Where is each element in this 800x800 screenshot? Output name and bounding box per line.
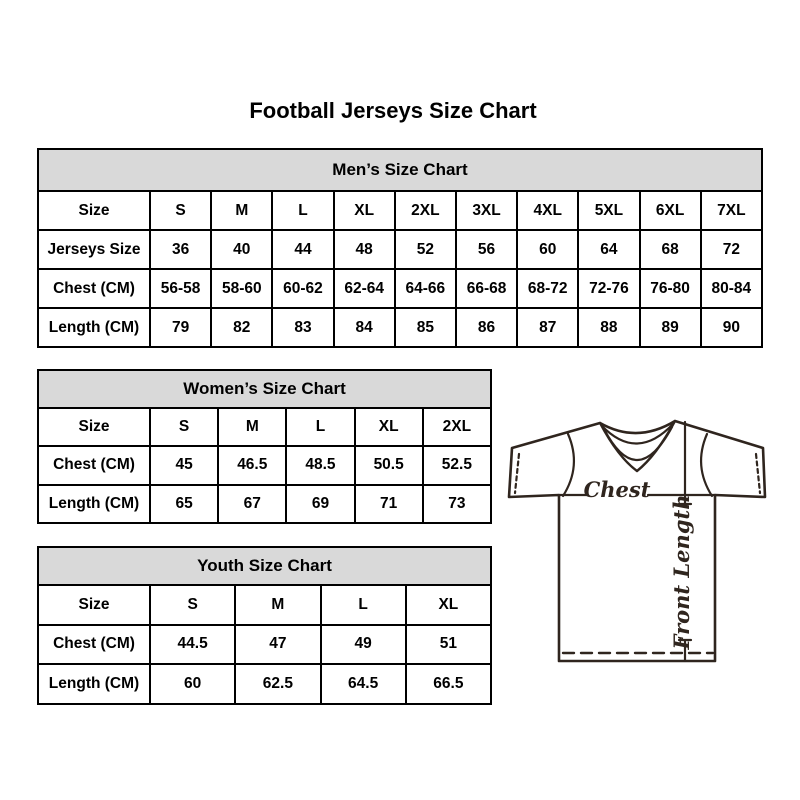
value-cell: 64 xyxy=(578,230,639,269)
table-row xyxy=(38,191,762,230)
value-cell: L xyxy=(321,585,406,625)
value-cell: XL xyxy=(406,585,491,625)
value-cell: 49 xyxy=(321,625,406,665)
value-cell: S xyxy=(150,585,235,625)
row-label-cell: Jerseys Size xyxy=(38,230,150,269)
mens-table-grid xyxy=(37,148,763,348)
value-cell: 5XL xyxy=(578,191,639,230)
value-cell: 71 xyxy=(355,485,423,523)
value-cell: 52.5 xyxy=(423,446,491,484)
table-row xyxy=(38,230,762,269)
value-cell: S xyxy=(150,191,211,230)
value-cell: 68 xyxy=(640,230,701,269)
row-label-cell: Size xyxy=(38,191,150,230)
value-cell: 87 xyxy=(517,308,578,347)
table-row xyxy=(38,664,491,704)
page-title: Football Jerseys Size Chart xyxy=(249,98,537,123)
value-cell: 68-72 xyxy=(517,269,578,308)
value-cell: 84 xyxy=(334,308,395,347)
value-cell: 6XL xyxy=(640,191,701,230)
value-cell: 50.5 xyxy=(355,446,423,484)
value-cell: 88 xyxy=(578,308,639,347)
value-cell: 64-66 xyxy=(395,269,456,308)
table-row xyxy=(38,446,491,484)
value-cell: 44.5 xyxy=(150,625,235,665)
table-header-row xyxy=(38,149,762,191)
chest-label: Chest xyxy=(583,477,651,502)
value-cell: 40 xyxy=(211,230,272,269)
value-cell: XL xyxy=(334,191,395,230)
value-cell: 90 xyxy=(701,308,762,347)
table-row xyxy=(38,408,491,446)
value-cell: XL xyxy=(355,408,423,446)
value-cell: L xyxy=(286,408,354,446)
value-cell: 60 xyxy=(150,664,235,704)
youth-size-table xyxy=(37,546,492,705)
table-header-row xyxy=(38,370,491,408)
value-cell: 65 xyxy=(150,485,218,523)
value-cell: 72 xyxy=(701,230,762,269)
womens-table-grid xyxy=(37,369,492,524)
value-cell: 73 xyxy=(423,485,491,523)
table-title: Women’s Size Chart xyxy=(38,370,491,408)
row-label-cell: Size xyxy=(38,585,150,625)
value-cell: 58-60 xyxy=(211,269,272,308)
value-cell: 52 xyxy=(395,230,456,269)
row-label-cell: Length (CM) xyxy=(38,664,150,704)
value-cell: L xyxy=(272,191,333,230)
table-title: Men’s Size Chart xyxy=(38,149,762,191)
value-cell: 60 xyxy=(517,230,578,269)
row-label-cell: Chest (CM) xyxy=(38,446,150,484)
value-cell: M xyxy=(211,191,272,230)
value-cell: 4XL xyxy=(517,191,578,230)
row-label-cell: Chest (CM) xyxy=(38,625,150,665)
womens-size-table xyxy=(37,369,492,524)
value-cell: 64.5 xyxy=(321,664,406,704)
value-cell: 36 xyxy=(150,230,211,269)
value-cell: 46.5 xyxy=(218,446,286,484)
value-cell: 89 xyxy=(640,308,701,347)
value-cell: S xyxy=(150,408,218,446)
table-row xyxy=(38,585,491,625)
row-label-cell: Size xyxy=(38,408,150,446)
value-cell: 79 xyxy=(150,308,211,347)
row-label-cell: Length (CM) xyxy=(38,485,150,523)
value-cell: 80-84 xyxy=(701,269,762,308)
value-cell: 48.5 xyxy=(286,446,354,484)
value-cell: 67 xyxy=(218,485,286,523)
value-cell: 7XL xyxy=(701,191,762,230)
value-cell: 76-80 xyxy=(640,269,701,308)
value-cell: 72-76 xyxy=(578,269,639,308)
value-cell: 56-58 xyxy=(150,269,211,308)
table-row xyxy=(38,625,491,665)
value-cell: 48 xyxy=(334,230,395,269)
value-cell: 45 xyxy=(150,446,218,484)
jersey-measurement-diagram xyxy=(495,400,795,700)
front-length-label: Front Length xyxy=(669,494,694,650)
table-header-row xyxy=(38,547,491,585)
value-cell: M xyxy=(218,408,286,446)
mens-size-table xyxy=(37,148,763,348)
value-cell: 44 xyxy=(272,230,333,269)
value-cell: 47 xyxy=(235,625,320,665)
value-cell: 2XL xyxy=(395,191,456,230)
value-cell: 66-68 xyxy=(456,269,517,308)
value-cell: 2XL xyxy=(423,408,491,446)
table-row xyxy=(38,269,762,308)
value-cell: 3XL xyxy=(456,191,517,230)
value-cell: 85 xyxy=(395,308,456,347)
value-cell: 62-64 xyxy=(334,269,395,308)
value-cell: 62.5 xyxy=(235,664,320,704)
value-cell: 82 xyxy=(211,308,272,347)
value-cell: 83 xyxy=(272,308,333,347)
row-label-cell: Chest (CM) xyxy=(38,269,150,308)
jersey-outline xyxy=(509,421,765,661)
value-cell: 60-62 xyxy=(272,269,333,308)
table-title: Youth Size Chart xyxy=(38,547,491,585)
value-cell: 56 xyxy=(456,230,517,269)
value-cell: 66.5 xyxy=(406,664,491,704)
table-row xyxy=(38,308,762,347)
table-row xyxy=(38,485,491,523)
value-cell: 51 xyxy=(406,625,491,665)
value-cell: M xyxy=(235,585,320,625)
row-label-cell: Length (CM) xyxy=(38,308,150,347)
value-cell: 69 xyxy=(286,485,354,523)
value-cell: 86 xyxy=(456,308,517,347)
youth-table-grid xyxy=(37,546,492,705)
